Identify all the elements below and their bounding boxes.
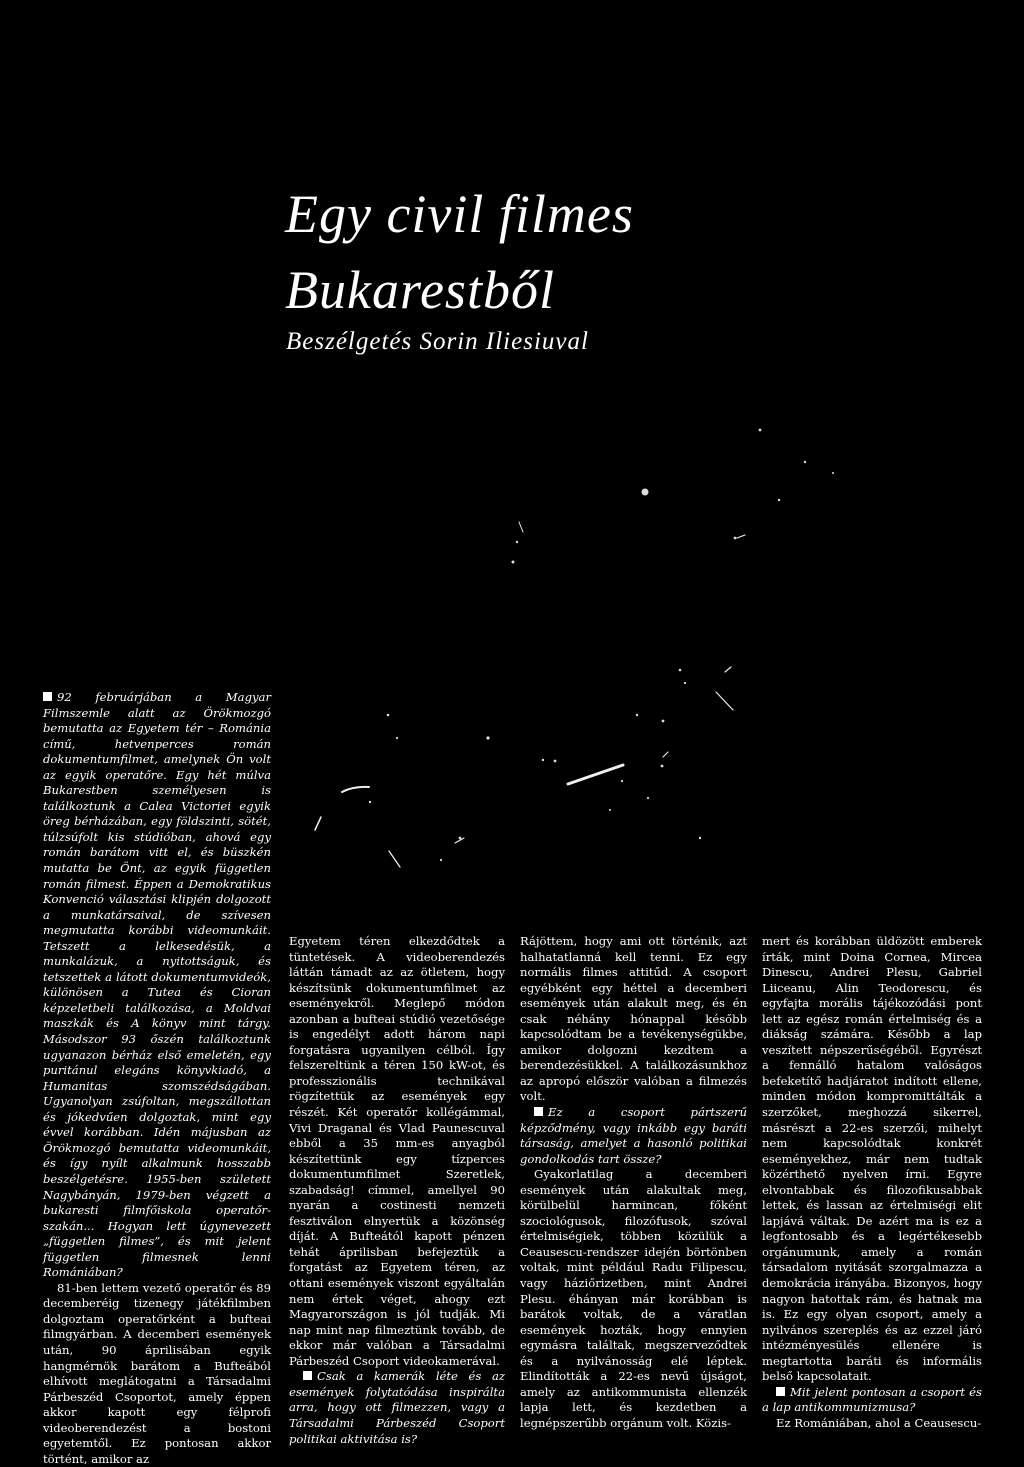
column-3 xyxy=(520,934,747,1432)
article-subtitle: Beszélgetés Sorin Iliesiuval xyxy=(286,328,589,355)
question-square-icon xyxy=(776,1387,785,1396)
question-square-icon xyxy=(303,1371,312,1380)
interview-question-4: Mit jelent pontosan a csoport és a lap antikommunizmusa? xyxy=(762,1384,982,1415)
column-1-answer-paragraph: 81-ben lettem vezető operatőr és 89 decemberéig tizenegy játékfilmben dolgoztam operatőrként a bufteai filmgyárban. A decemberi események után, 90 áprilisában egyik hangmérnök barátom a Bufteából elhívott meglátogatni a Társadalmi Párbeszéd Csoportot, amely éppen akkor kapott egy félprofi videoberendezést a bostoni egyetemtől. Ez pontosan akkor történt, amikor az xyxy=(43,1280,271,1466)
column-4 xyxy=(762,934,982,1432)
column-2-paragraph: Egyetem téren elkezdődtek a tüntetések. A videoberendezés láttán támadt az az ötletem, hogy készítsünk dokumentumfilmet az eseményekről. Meglepő módon azonban a bufteai stúdió vezetősége is engedélyt adott három napi forgatásra ugyanilyen célból. Így felszereltünk a téren 150 kW-ot, és professzionális technikával rögzítettük az események egy részét. Két operatőr kollégámmal, Vivi Draganal és Vlad Paunescuval ebből a 35 mm-es anyagból készítettünk egy tízperces dokumentumfilmet Szeretlek, szabadság! címmel, amellyel 90 nyarán a costinesti nemzeti fesztiválon elnyertük a közönség díját. A Bufteától kapott pénzen tehát áprilisban befejeztük a forgatást az Egyetem téren, az ottani események viszont egyáltalán nem értek véget, ahogy ezt Magyarországon is jól tudják. Mi nap mint nap filmeztünk tovább, de ekkor már valóban a Társadalmi Párbeszéd Csoport videokamerával. xyxy=(289,934,505,1368)
title-line-1: Egy civil filmes xyxy=(285,184,634,244)
column-4-paragraph-1: mert és korábban üldözött emberek írták, mint Doina Cornea, Mircea Dinescu, Andrei Plesu, Gabriel Liiceanu, Alin Teodorescu, és egyfajta morális tájékozódási pont lett az egész román értelmiség és a diákság számára. Később a lap veszített népszerűségéből. Egyrészt a fennálló hatalom valóságos befeketítő hadjáratot indított ellene, minden módon kompromittálták a szerzőket, meghozzá sikerrel, másrészt a 22-es szerzői, mihelyt nem kapcsolódtak konkrét eseményekhez, már nem tudtak közérthető nyelven írni. Egyre elvontabbak és filozofikusabbak lettek, és lassan az értelmiségi elit lapjává váltak. De azért ma is ez a legfontosabb és a legértékesebb orgánumunk, amely a román társadalom nyitását szorgalmazza a demokrácia irányába. Bizonyos, hogy nagyon hatottak rám, és hatnak ma is. Ez egy olyan csoport, amely a nyilvános szereplés és az ezzel járó intézményesülés ellenére is megtartotta baráti és informális belső kapcsolatait. xyxy=(762,934,982,1384)
interview-question-3: Ez a csoport pártszerű képződmény, vagy inkább egy baráti társaság, amelyet a hasonló politikai gondolkodás tart össze? xyxy=(520,1105,747,1166)
interview-question-1: 92 februárjában a Magyar Filmszemle alatt az Örökmozgó bemutatta az Egyetem tér – Románia című, hetvenperces román dokumentumfilmet, amelynek Ön volt az egyik operatőre. Egy hét múlva Bukarestben személyesen is találkoztunk a Calea Victoriei egyik öreg bérházában, egy földszinti, sötét, túlzsúfolt kis stúdióban, ahová egy román barátom vitt el, és büszkén mutatta be Önt, az egyik független román filmest. Éppen a Demokratikus Konvenció választási klipjén dolgozott a munkatársaival, de szívesen megmutatta korábbi videomunkáit. Tetszett a lelkesedésük, a munkalázuk, a nyitottságuk, és tetszettek a látott dokumentumvideók, különösen a Tutea és Cioran képzeletbeli találkozása, a Moldvai maszkák és A könyv mint tárgy. Másodszor 93 őszén találkoztunk ugyanazon bérház első emeletén, egy puritánul elegáns könyvkiadó, a Humanitas szomszédságában. Ugyanolyan zsúfoltan, megszállottan és jókedvűen dolgoztak, mint egy évvel korábban. Idén májusban az Örökmozgó bemutatta videomunkáit, és így nyílt alkalmunk hosszabb beszélgetésre. 1955-ben született Nagybányán, 1979-ben végzett a bukaresti filmfőiskola operatőr-szakán... Hogyan lett úgynevezett „független filmes”, és mit jelent független filmesnek lenni Romániában? xyxy=(43,690,271,1280)
column-2 xyxy=(289,934,505,1447)
interview-question-2: Csak a kamerák léte és az események folytatódása inspirálta arra, hogy ott filmezzen, vagy a Társadalmi Párbeszéd Csoport politikai aktivitása is? xyxy=(289,1369,505,1446)
question-square-icon xyxy=(43,692,52,701)
question-square-icon xyxy=(534,1107,543,1116)
column-3-paragraph-2: Gyakorlatilag a decemberi események után alakultak meg, körülbelül harmincan, főként szociológusok, filozófusok, szóval értelmiségiek, többen közülük a Ceausescu-rendszer idején börtönben voltak, mint például Radu Filipescu, vagy háziőrizetben, mint Andrei Plesu. éhányan már korábban is barátok voltak, de a váratlan események hozták, hogy ennyien egymásra találtak, megszerveződtek és a nyilvánosság elé léptek. Elindították a 22-es nevű újságot, amely az antikommunista ellenzék lapja lett, és kezdetben a legnépszerűbb orgánum volt. Közis- xyxy=(520,1167,747,1430)
dark-night-photo xyxy=(285,370,1024,925)
column-1 xyxy=(43,690,271,1467)
column-3-paragraph-1: Rájöttem, hogy ami ott történik, azt halhatatlanná kell tenni. Ez egy normális filmes attitűd. A csoport egyébként egy héttel a decemberi események után alakult meg, és én csak néhány hónappal később kapcsolódtam be a tevékenységükbe, amikor dolgozni kezdtem a berendezésükkel. A találkozásunkhoz az apropó először valóban a filmezés volt. xyxy=(520,934,747,1104)
article-title xyxy=(285,176,985,328)
column-4-paragraph-2: Ez Romániában, ahol a Ceausescu- xyxy=(776,1415,982,1430)
title-line-2: Bukarestből xyxy=(285,260,555,320)
